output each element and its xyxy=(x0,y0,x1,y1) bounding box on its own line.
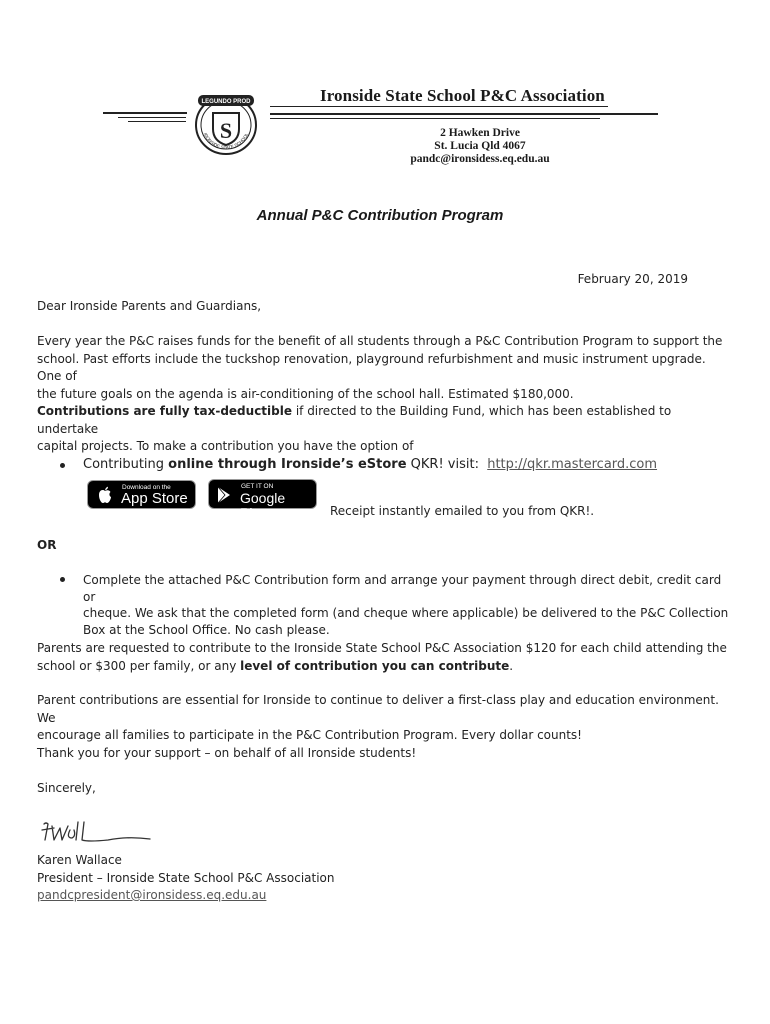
signature-image xyxy=(38,816,156,846)
bullet xyxy=(60,577,65,582)
option-form-line: Box at the School Office. No cash please. xyxy=(83,622,330,637)
bullet xyxy=(60,463,65,468)
tax-text: capital projects. To make a contribution you have the option of xyxy=(37,439,414,453)
letter-date: February 20, 2019 xyxy=(577,272,688,286)
qkr-link[interactable]: http://qkr.mastercard.com xyxy=(487,457,658,472)
signatory-block xyxy=(37,852,727,905)
essential-line: Parent contributions are essential for Ironside to continue to deliver a first-class play and education environment. We xyxy=(37,693,719,725)
tax-deductible-bold: Contributions are fully tax-deductible xyxy=(37,404,292,418)
intro-line: school. Past efforts include the tuckshop renovation, playground refurbishment and music instrument upgrade. One of xyxy=(37,351,706,383)
signatory-email-link[interactable]: pandcpresident@ironsidess.eq.edu.au xyxy=(37,888,267,902)
badge-big-text: Google Play xyxy=(240,490,286,521)
estore-bold: online through Ironside’s eStore xyxy=(168,457,407,472)
receipt-note: Receipt instantly emailed to you from QKR!. xyxy=(330,504,595,518)
tax-text: if directed to the Building Fund, which has been established to undertake xyxy=(37,404,672,436)
svg-text:S: S xyxy=(219,118,233,143)
salutation: Dear Ironside Parents and Guardians, xyxy=(37,299,262,313)
thanks-line: Thank you for your support – on behalf of all Ironside students! xyxy=(37,746,417,760)
essential-paragraph xyxy=(37,692,727,745)
school-crest-logo xyxy=(190,91,262,157)
rule-line xyxy=(270,106,608,107)
address-line-1: 2 Hawken Drive xyxy=(440,127,520,139)
badge-small-text: GET IT ON xyxy=(241,483,274,490)
contribution-bold: level of contribution you can contribute xyxy=(240,658,510,673)
svg-text:IRONSIDE STATE SCHOOL: IRONSIDE STATE SCHOOL xyxy=(202,132,250,151)
badge-small-text: Download on the xyxy=(122,484,171,491)
request-line: Parents are requested to contribute to the Ironside State School P&C Association $120 for each child attending the xyxy=(37,641,727,655)
document-title: Annual P&C Contribution Program xyxy=(256,207,504,224)
tax-paragraph xyxy=(37,403,727,456)
intro-line: the future goals on the agenda is air-conditioning of the school hall. Estimated $180,000. xyxy=(37,386,574,401)
signatory-name: Karen Wallace xyxy=(37,853,122,867)
intro-line: Every year the P&C raises funds for the benefit of all students through a P&C Contribution Program to support the xyxy=(37,334,723,348)
signatory-role: President – Ironside State School P&C Association xyxy=(37,870,335,885)
or-label: OR xyxy=(37,538,57,552)
address-line-2: St. Lucia Qld 4067 xyxy=(434,140,526,152)
org-name: Ironside State School P&C Association xyxy=(320,86,605,105)
letterhead-email: pandc@ironsidess.eq.edu.au xyxy=(410,153,550,165)
apple-icon xyxy=(97,486,113,504)
option-online: Contributing online through Ironside’s eStore QKR! visit: http://qkr.mastercard.com xyxy=(83,457,658,472)
closing: Sincerely, xyxy=(37,781,96,795)
google-play-badge[interactable] xyxy=(208,479,317,521)
rule-line xyxy=(118,117,186,118)
option-form-line: Complete the attached P&C Contribution form and arrange your payment through direct debit, credit card or xyxy=(83,573,722,604)
intro-paragraph xyxy=(37,333,727,403)
rule-line xyxy=(270,113,658,115)
rule-line xyxy=(270,118,600,119)
svg-text:LEGUNDO PROD: LEGUNDO PROD xyxy=(201,99,251,105)
rule-line xyxy=(103,112,187,114)
option-form-line: cheque. We ask that the completed form (and cheque where applicable) be delivered to the P&C Collection xyxy=(83,606,729,620)
request-paragraph: Parents are requested to contribute to the Ironside State School P&C Association $120 for each child attending the school or $300 per family, or any level of contribution you can contribute. xyxy=(37,641,727,673)
rule-line xyxy=(128,121,186,122)
badge-big-text: App Store xyxy=(121,490,188,507)
app-store-badge[interactable] xyxy=(87,480,196,509)
essential-line: encourage all families to participate in the P&C Contribution Program. Every dollar counts! xyxy=(37,728,582,742)
play-icon xyxy=(217,486,233,504)
option-form xyxy=(83,572,733,638)
